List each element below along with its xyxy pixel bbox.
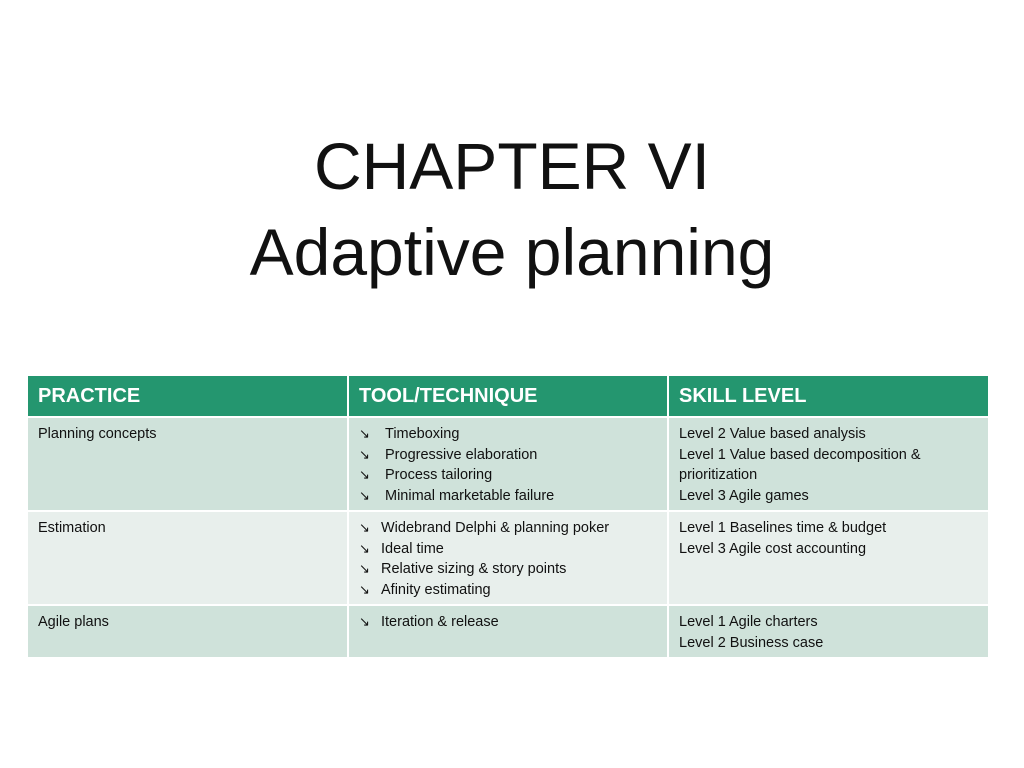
- header-skill-level: SKILL LEVEL: [668, 376, 988, 417]
- skill-line: Level 2 Value based analysis: [679, 426, 866, 442]
- arrow-down-right-icon: ↘: [359, 561, 370, 576]
- tools-cell: [348, 605, 668, 658]
- tools-list: [359, 612, 657, 633]
- skills-cell: [668, 511, 988, 605]
- tools-cell: [348, 417, 668, 511]
- practice-cell: Agile plans: [28, 605, 348, 658]
- slide-title-line-1: CHAPTER VI: [313, 129, 711, 203]
- skill-line: Level 1 Baselines time & budget: [679, 520, 887, 536]
- tool-label: Relative sizing & story points: [381, 561, 567, 577]
- list-item: [359, 580, 657, 601]
- skill-line: Level 2 Business case: [679, 634, 824, 651]
- skill-line: Level 3 Agile games: [679, 487, 809, 504]
- arrow-down-right-icon: ↘: [359, 614, 370, 629]
- arrow-down-right-icon: ↘: [359, 467, 370, 482]
- arrow-down-right-icon: ↘: [359, 487, 370, 503]
- arrow-down-right-icon: ↘: [359, 540, 370, 556]
- arrow-down-right-icon: ↘: [359, 581, 370, 597]
- skills-cell: [668, 417, 988, 511]
- tool-label: Minimal marketable failure: [385, 487, 555, 504]
- tools-list: [359, 518, 657, 600]
- tools-cell: [348, 511, 668, 605]
- skill-line: Level 3 Agile cost accounting: [679, 540, 867, 557]
- list-item: [359, 518, 657, 539]
- table-header-row: [28, 376, 988, 417]
- list-item: [359, 486, 657, 507]
- tool-label: Process tailoring: [385, 467, 493, 483]
- table-row: [28, 511, 988, 605]
- header-practice: PRACTICE: [28, 376, 348, 417]
- table-row: [28, 605, 988, 658]
- tool-label: Timeboxing: [385, 426, 460, 442]
- arrow-down-right-icon: ↘: [359, 446, 370, 462]
- table-row: [28, 417, 988, 511]
- skill-line: Level 1 Value based decomposition & prioritization: [679, 446, 921, 483]
- practice-cell: Estimation: [28, 511, 348, 605]
- skills-cell: [668, 605, 988, 658]
- tool-label: Widebrand Delphi & planning poker: [381, 520, 610, 536]
- slide-title: [0, 123, 1024, 295]
- list-item: [359, 539, 657, 560]
- arrow-down-right-icon: ↘: [359, 520, 370, 535]
- tool-label: Iteration & release: [381, 614, 499, 630]
- tools-list: [359, 424, 657, 506]
- list-item: [359, 612, 657, 633]
- list-item: [359, 445, 657, 466]
- tool-label: Progressive elaboration: [385, 446, 538, 463]
- header-tool-technique: TOOL/TECHNIQUE: [348, 376, 668, 417]
- skill-line: Level 1 Agile charters: [679, 614, 818, 630]
- list-item: [359, 465, 657, 486]
- tool-label: Ideal time: [381, 540, 444, 557]
- practice-table: [28, 376, 988, 659]
- arrow-down-right-icon: ↘: [359, 426, 370, 441]
- tool-label: Afinity estimating: [381, 581, 491, 598]
- practice-cell: Planning concepts: [28, 417, 348, 511]
- practice-table-container: [28, 376, 988, 659]
- slide-title-line-2: Adaptive planning: [249, 215, 775, 289]
- list-item: [359, 559, 657, 580]
- list-item: [359, 424, 657, 445]
